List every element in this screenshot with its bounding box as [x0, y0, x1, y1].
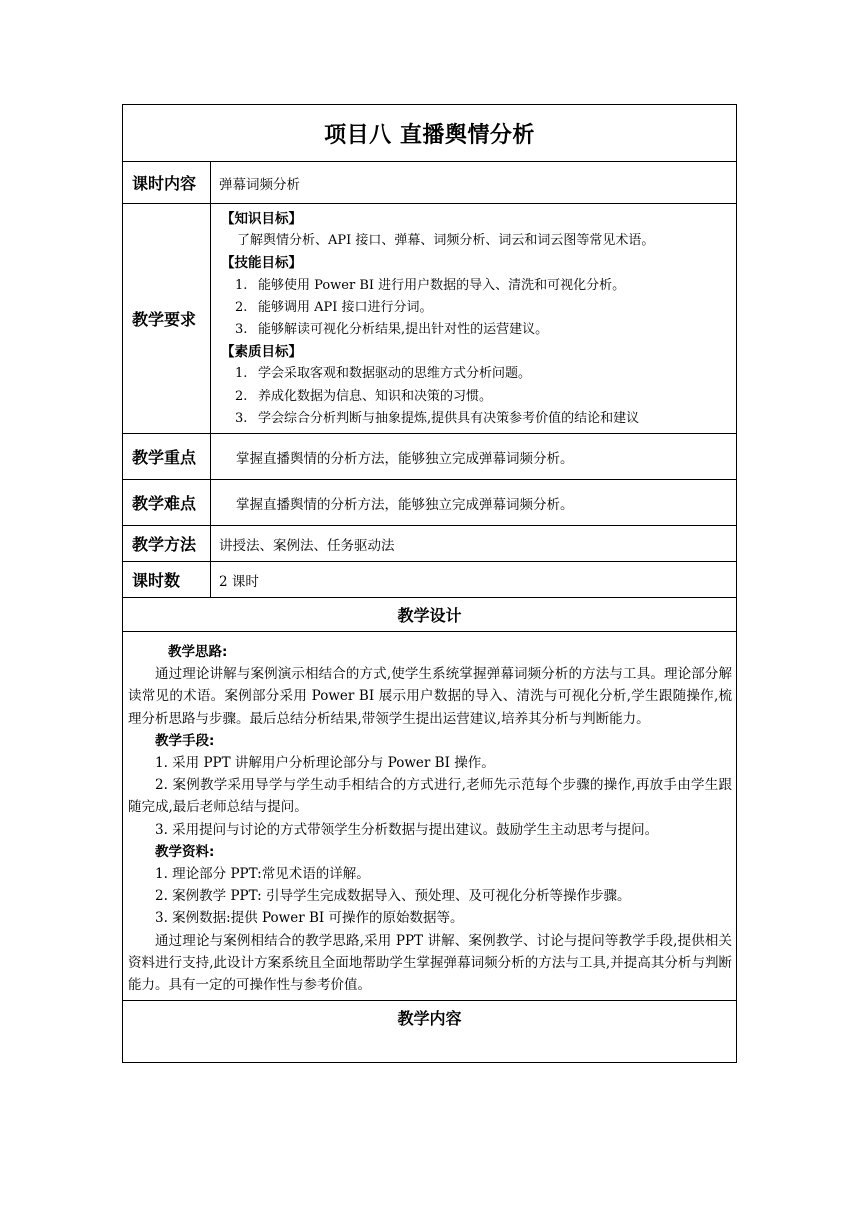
means-item: 1. 采用 PPT 讲解用户分析理论部分与 Power BI 操作。	[155, 755, 495, 772]
design-summary: 通过理论与案例相结合的教学思路,采用 PPT 讲解、案例教学、讨论与提问等教学手段,提供相关资料进行支持,此设计方案系统且全面地帮助学生掌握弹幕词频分析的方法与工具,并提高其分析与判断能力。具有一定的可操作性与参考价值。	[128, 932, 733, 994]
method-value: 讲授法、案例法、任务驱动法	[211, 526, 737, 562]
lesson-plan-table	[122, 104, 737, 1063]
idea-text: 通过理论讲解与案例演示相结合的方式,使学生系统掌握弹幕词频分析的方法与工具。理论部分解读常见的术语。案例部分采用 Power BI 展示用户数据的导入、清洗与可视化分析,学生跟随操作,梳理分析思路与步骤。最后总结分析结果,带领学生提出运营建议,培养其分析与判断能力。	[128, 666, 733, 727]
knowledge-goal-heading: 【知识目标】	[221, 211, 302, 227]
lesson-content-value: 弹幕词频分析	[211, 162, 737, 204]
skill-goal-heading: 【技能目标】	[221, 255, 302, 272]
knowledge-goal-text: 了解舆情分析、API 接口、弹幕、词频分析、词云和词云图等常见术语。	[237, 233, 655, 249]
skill-goal-item: 1. 能够使用 Power BI 进行用户数据的导入、清洗和可视化分析。	[235, 277, 626, 293]
method-label: 教学方法	[123, 526, 211, 562]
lesson-content-label: 课时内容	[123, 162, 211, 204]
idea-heading: 教学思路:	[168, 644, 228, 661]
difficulty-value: 掌握直播舆情的分析方法，能够独立完成弹幕词频分析。	[211, 480, 737, 526]
design-cell	[123, 632, 737, 1001]
means-item: 2. 案例教学采用导学与学生动手相结合的方式进行,老师先示范每个步骤的操作,再放手由学生跟随完成,最后老师总结与提问。	[128, 777, 733, 816]
materials-item: 1. 理论部分 PPT:常见术语的详解。	[155, 866, 370, 883]
materials-item: 3. 案例数据:提供 Power BI 可操作的原始数据等。	[155, 910, 464, 927]
skill-goal-item: 2. 能够调用 API 接口进行分词。	[235, 299, 433, 315]
key-point-value: 掌握直播舆情的分析方法，能够独立完成弹幕词频分析。	[211, 434, 737, 480]
key-point-label: 教学重点	[123, 434, 211, 480]
hours-label: 课时数	[123, 562, 211, 598]
means-item: 3. 采用提问与讨论的方式带领学生分析数据与提出建议。鼓励学生主动思考与提问。	[155, 821, 659, 838]
quality-goal-item: 1. 学会采取客观和数据驱动的思维方式分析问题。	[235, 366, 532, 382]
quality-goal-item: 3. 学会综合分析判断与抽象提炼,提供具有决策参考价值的结论和建议	[235, 410, 640, 426]
quality-goal-heading: 【素质目标】	[221, 344, 302, 361]
hours-value: 2 课时	[211, 562, 737, 598]
means-heading: 教学手段:	[155, 732, 215, 749]
requirements-cell	[211, 204, 737, 434]
design-heading: 教学设计	[123, 598, 737, 632]
requirements-label: 教学要求	[123, 204, 211, 434]
skill-goal-item: 3. 能够解读可视化分析结果,提出针对性的运营建议。	[235, 322, 549, 338]
materials-item: 2. 案例教学 PPT: 引导学生完成数据导入、预处理、及可视化分析等操作步骤。	[155, 888, 631, 905]
page-title: 项目八 直播舆情分析	[123, 105, 737, 162]
materials-heading: 教学资料:	[155, 843, 215, 860]
content-heading: 教学内容	[123, 1001, 737, 1063]
difficulty-label: 教学难点	[123, 480, 211, 526]
quality-goal-item: 2. 养成化数据为信息、知识和决策的习惯。	[235, 388, 493, 404]
